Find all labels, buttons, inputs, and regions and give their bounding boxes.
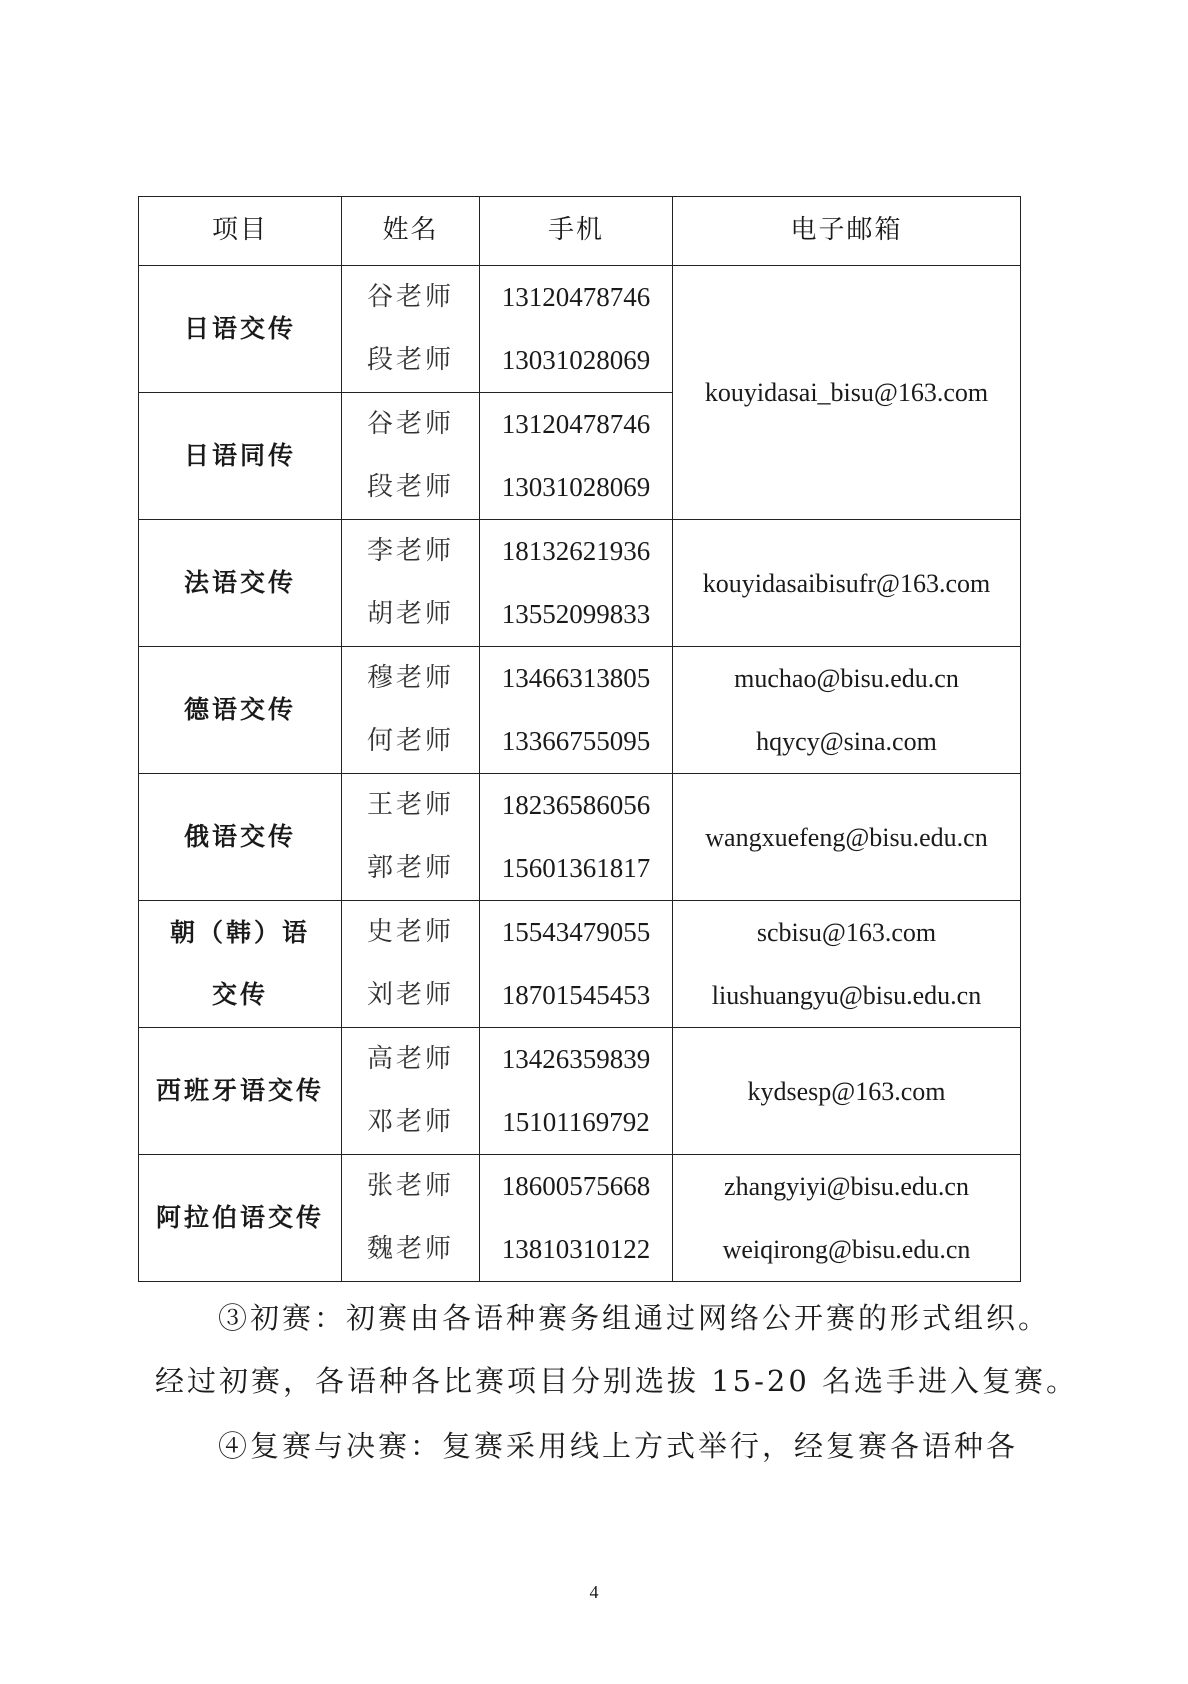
- phone-cell: [480, 266, 673, 393]
- teacher-name: 张老师: [366, 1171, 454, 1201]
- name-cell: [342, 393, 480, 520]
- teacher-name: 王老师: [366, 790, 454, 820]
- phone-number: 13426359839: [501, 1044, 651, 1074]
- email-address[interactable]: scbisu@163.com: [756, 918, 937, 947]
- project-line: 交传: [211, 980, 268, 1009]
- email-cell: [673, 647, 1021, 774]
- paragraph-preliminary-continued: 经过初赛，各语种各比赛项目分别选拔 15-20 名选手进入复赛。: [155, 1364, 1079, 1398]
- teacher-name: 穆老师: [366, 663, 454, 693]
- table-row: [139, 774, 1021, 901]
- email-cell: [673, 1155, 1021, 1282]
- phone-number: 13120478746: [501, 409, 651, 439]
- email-address[interactable]: kouyidasai_bisu@163.com: [704, 378, 989, 407]
- project-cell: 德语交传: [139, 647, 342, 774]
- table-row: [139, 266, 1021, 393]
- project-cell: 日语交传: [139, 266, 342, 393]
- email-address[interactable]: liushuangyu@bisu.edu.cn: [711, 981, 982, 1010]
- project-cell: 俄语交传: [139, 774, 342, 901]
- project-line: 朝（韩）语: [169, 918, 310, 947]
- email-address[interactable]: zhangyiyi@bisu.edu.cn: [724, 1172, 969, 1201]
- project-cell: 西班牙语交传: [139, 1028, 342, 1155]
- page-number: 4: [589, 1582, 599, 1602]
- email-address[interactable]: weiqirong@bisu.edu.cn: [722, 1235, 971, 1264]
- teacher-name: 谷老师: [366, 409, 454, 439]
- table-header-row: [139, 197, 1021, 266]
- phone-number: 15601361817: [501, 853, 651, 883]
- teacher-name: 魏老师: [366, 1234, 454, 1264]
- phone-number: 18600575668: [501, 1171, 651, 1201]
- table-row: [139, 647, 1021, 774]
- header-phone: 手机: [480, 197, 673, 266]
- name-cell: [342, 901, 480, 1028]
- name-cell: [342, 266, 480, 393]
- name-cell: [342, 647, 480, 774]
- table-row: [139, 520, 1021, 647]
- phone-number: 13552099833: [501, 599, 651, 629]
- phone-number: 18701545453: [501, 980, 651, 1010]
- header-name: 姓名: [342, 197, 480, 266]
- project-cell: [139, 901, 342, 1028]
- email-cell: [673, 901, 1021, 1028]
- header-email: 电子邮箱: [673, 197, 1021, 266]
- table-row: [139, 1028, 1021, 1155]
- table-row: [139, 1155, 1021, 1282]
- phone-number: 18132621936: [501, 536, 651, 566]
- name-cell: [342, 1155, 480, 1282]
- email-cell: [673, 774, 1021, 901]
- phone-cell: [480, 1155, 673, 1282]
- teacher-name: 谷老师: [366, 282, 454, 312]
- paragraph-semifinal: ④复赛与决赛：复赛采用线上方式举行，经复赛各语种各: [218, 1429, 1019, 1463]
- email-address[interactable]: wangxuefeng@bisu.edu.cn: [705, 822, 988, 852]
- phone-cell: [480, 393, 673, 520]
- teacher-name: 郭老师: [366, 853, 454, 883]
- phone-number: 13366755095: [501, 726, 651, 756]
- phone-cell: [480, 520, 673, 647]
- teacher-name: 段老师: [366, 345, 454, 375]
- project-cell: 日语同传: [139, 393, 342, 520]
- email-cell: [673, 520, 1021, 647]
- teacher-name: 邓老师: [366, 1107, 454, 1137]
- phone-cell: [480, 774, 673, 901]
- name-cell: [342, 520, 480, 647]
- contact-table: [138, 196, 1021, 1282]
- teacher-name: 段老师: [366, 472, 454, 502]
- phone-cell: [480, 1028, 673, 1155]
- email-address[interactable]: kydsesp@163.com: [747, 1076, 946, 1106]
- email-address[interactable]: hqycy@sina.com: [756, 727, 937, 756]
- phone-number: 13466313805: [501, 663, 651, 693]
- email-cell: [673, 266, 1021, 520]
- email-address[interactable]: kouyidasaibisufr@163.com: [702, 568, 991, 598]
- phone-number: 18236586056: [501, 790, 651, 820]
- teacher-name: 刘老师: [366, 980, 454, 1010]
- teacher-name: 史老师: [366, 917, 454, 947]
- name-cell: [342, 1028, 480, 1155]
- teacher-name: 高老师: [366, 1044, 454, 1074]
- teacher-name: 李老师: [366, 536, 454, 566]
- paragraph-preliminary: ③初赛：初赛由各语种赛务组通过网络公开赛的形式组织。: [218, 1301, 1051, 1335]
- phone-cell: [480, 647, 673, 774]
- phone-number: 15543479055: [501, 917, 651, 947]
- email-cell: [673, 1028, 1021, 1155]
- phone-number: 15101169792: [502, 1107, 650, 1137]
- project-cell: 法语交传: [139, 520, 342, 647]
- teacher-name: 胡老师: [366, 599, 454, 629]
- header-project: 项目: [139, 197, 342, 266]
- email-address[interactable]: muchao@bisu.edu.cn: [734, 664, 959, 693]
- teacher-name: 何老师: [366, 726, 454, 756]
- table-row: [139, 901, 1021, 1028]
- phone-number: 13120478746: [501, 282, 651, 312]
- phone-cell: [480, 901, 673, 1028]
- phone-number: 13810310122: [501, 1234, 651, 1264]
- project-cell: 阿拉伯语交传: [139, 1155, 342, 1282]
- phone-number: 13031028069: [501, 345, 651, 375]
- phone-number: 13031028069: [501, 472, 651, 502]
- name-cell: [342, 774, 480, 901]
